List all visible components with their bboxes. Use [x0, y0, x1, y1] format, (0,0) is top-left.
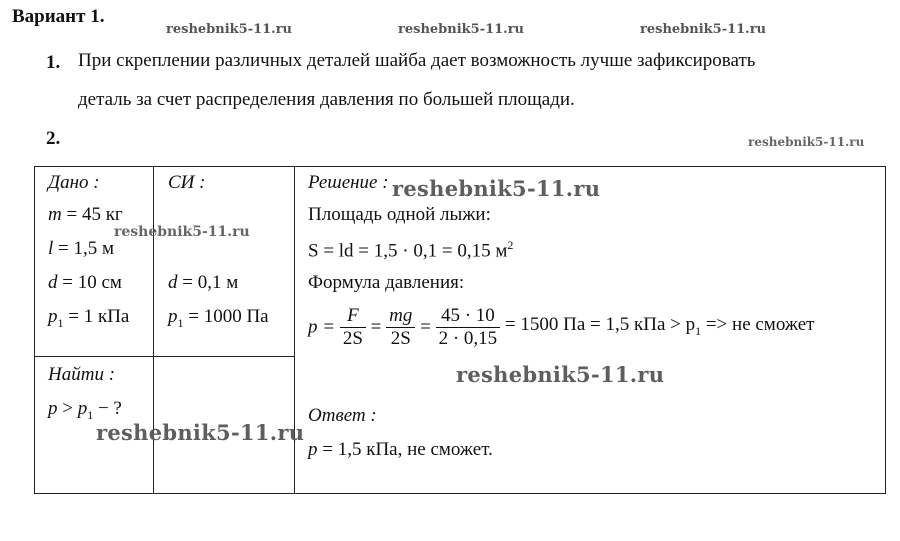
watermark: reshebnik5-11.ru — [114, 224, 250, 240]
watermark: reshebnik5-11.ru — [456, 362, 665, 387]
given-header: Дано : — [48, 172, 100, 193]
watermark: reshebnik5-11.ru — [640, 22, 767, 37]
answer-text: p = 1,5 кПа, не сможет. — [308, 439, 493, 460]
item-number: 2. — [46, 128, 61, 149]
answer-header: Ответ : — [308, 405, 377, 426]
watermark: reshebnik5-11.ru — [392, 176, 601, 201]
area-label: Площадь одной лыжи: — [308, 204, 491, 225]
find-header: Найти : — [48, 364, 116, 385]
item1-line2: деталь за счет распределения давления по большей площади. — [78, 89, 575, 110]
fraction: $\frac{45 \cdot 10}{2 \cdot 0,15}$ — [436, 305, 501, 350]
si-pressure: $p_1 = 1000$ Па — [168, 306, 269, 330]
area-formula: S = ld = 1,5 · 0,1 = 0,15 $м^2$ — [308, 238, 514, 262]
given-length: l = 1,5 м — [48, 238, 115, 259]
page-title: Вариант 1. — [12, 6, 105, 27]
item-number: 1. — [46, 52, 61, 73]
given-width: d = 10 см — [48, 272, 122, 293]
solution-header: Решение : — [308, 172, 389, 193]
item1-line1: При скреплении различных деталей шайба дает возможность лучше зафиксировать — [78, 50, 756, 71]
si-header: СИ : — [168, 172, 206, 193]
watermark: reshebnik5-11.ru — [96, 420, 305, 445]
si-width: d = 0,1 м — [168, 272, 239, 293]
pressure-formula: p = $\frac{F}{2S}$ = $\frac{mg}{2S}$ = $\frac{45 \cdot 10}{2 \cdot 0,15}$ = 1500 Па = 1,5 кПа > $p_1$ => не сможет — [308, 305, 815, 349]
fraction: $\frac{mg}{2S}$ — [386, 305, 415, 350]
watermark: reshebnik5-11.ru — [166, 22, 293, 37]
watermark: reshebnik5-11.ru — [398, 22, 525, 37]
given-mass: m = 45 кг — [48, 204, 123, 225]
given-pressure: $p_1 = 1$ кПа — [48, 306, 130, 330]
find-expression: $p > p_1$ − ? — [48, 398, 122, 422]
pressure-label: Формула давления: — [308, 272, 465, 293]
fraction: $\frac{F}{2S}$ — [340, 305, 366, 350]
watermark: reshebnik5-11.ru — [748, 135, 865, 149]
